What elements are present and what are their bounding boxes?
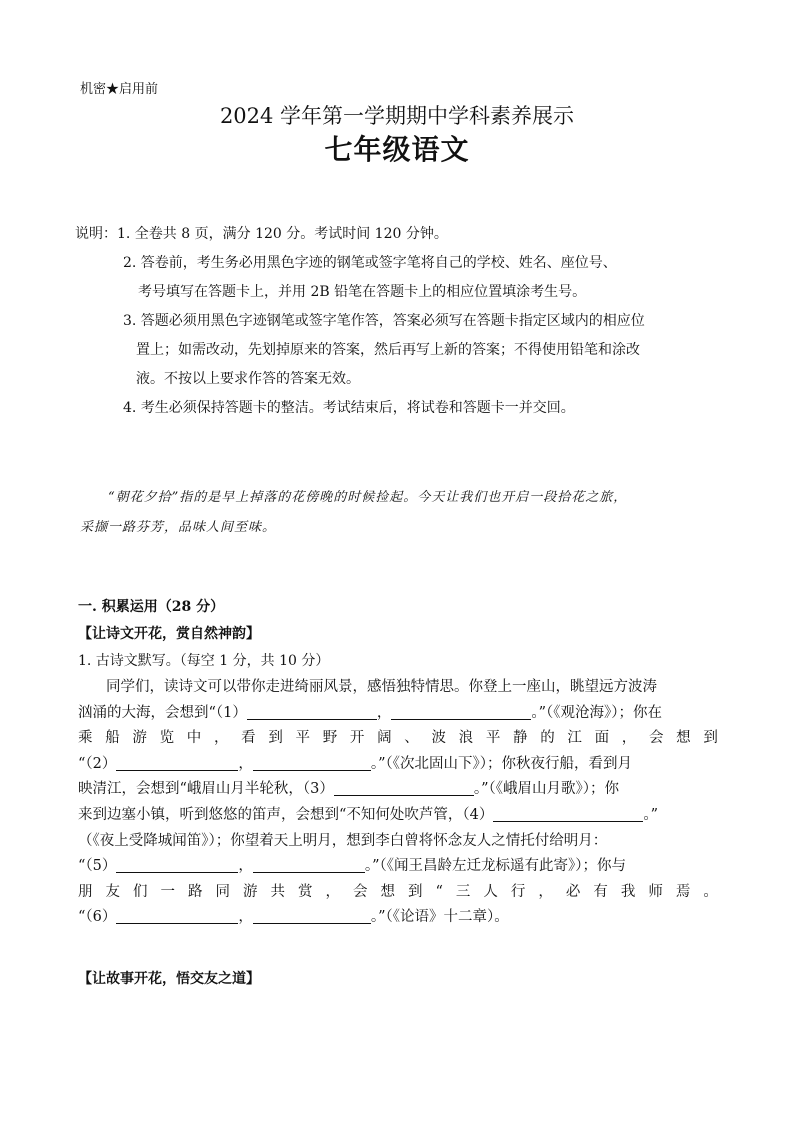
passage-text: 。”（《论语》十二章）。 — [370, 909, 509, 926]
answer-blank[interactable] — [116, 754, 238, 771]
passage-char: 赏 — [298, 883, 313, 900]
passage-char: 必 — [565, 883, 581, 900]
passage-text: 映清江，会想到“峨眉山月半轮秋，（3） — [78, 781, 334, 798]
passage-text: “（6） — [78, 909, 117, 926]
passage-char: 中 — [186, 730, 202, 747]
passage-text: ， — [238, 858, 253, 875]
passage-char: 友 — [105, 883, 120, 900]
answer-blank[interactable] — [253, 754, 371, 771]
passage-char: 江 — [567, 730, 582, 747]
answer-blank[interactable] — [493, 805, 643, 822]
passage-char: 到 — [703, 730, 718, 747]
instructions — [75, 220, 735, 423]
passage-char: 三 — [455, 883, 471, 900]
exam-subject-title: 七年级语文 — [324, 133, 470, 166]
confidential-mark: 机密★启用前 — [80, 82, 159, 97]
instruction-line: 说明：1. 全卷共 8 页，满分 120 分。考试时间 120 分钟。 — [75, 226, 448, 242]
passage-char: 到 — [408, 883, 423, 900]
instruction-line: 3. 答题必须用黑色字迹钢笔或签字笔作答，答案必须写在答题卡指定区域内的相应位 — [123, 313, 645, 329]
passage-char: 想 — [676, 730, 691, 747]
passage-char: 路 — [188, 883, 203, 900]
passage-char: ， — [538, 883, 553, 900]
subsection-heading: 【让诗文开花，赏自然神韵】 — [78, 626, 260, 642]
passage-char: 浪 — [458, 730, 474, 747]
passage-text: “（5） — [78, 858, 117, 875]
passage-char: 、 — [404, 730, 419, 747]
passage-char: 看 — [241, 730, 256, 747]
passage-text: 。” — [643, 806, 659, 823]
passage-char: 有 — [593, 883, 608, 900]
subsection-heading: 【让故事开花，悟交友之道】 — [78, 971, 260, 987]
passage-text: ， — [238, 909, 253, 926]
passage-char: 波 — [431, 730, 446, 747]
passage-char: 会 — [648, 730, 664, 747]
answer-blank[interactable] — [116, 856, 238, 873]
intro-line: 采撷一路芬芳，品味人间至味。 — [80, 520, 277, 535]
passage-text: 。”（《峨眉山月歌》）；你 — [473, 781, 620, 798]
intro-paragraph — [80, 483, 720, 543]
answer-blank[interactable] — [247, 703, 377, 720]
passage-line: 同学们，读诗文可以带你走进绮丽风景，感悟独特情思。你登上一座山，眺望远方波涛 — [106, 679, 657, 695]
passage-text: 汹涌的大海，会想到“（1） — [78, 704, 247, 721]
passage-char: 游 — [243, 883, 258, 900]
passage-text: 。”（《观沧海》）；你在 — [531, 704, 663, 721]
passage-char: 师 — [648, 883, 663, 900]
passage-char: 焉 — [675, 883, 691, 900]
passage-line — [78, 803, 718, 829]
passage-char: 我 — [620, 883, 636, 900]
passage-char: 览 — [159, 730, 175, 747]
passage-char: 行 — [510, 883, 526, 900]
answer-blank[interactable] — [116, 907, 238, 924]
passage-char: 面 — [594, 730, 610, 747]
passage-text: 。”（《次北固山下》）；你秋夜行船，看到月 — [370, 755, 633, 772]
passage-char: 会 — [353, 883, 368, 900]
answer-blank[interactable] — [391, 703, 531, 720]
passage-line — [78, 752, 718, 778]
passage-line: （《夜上受降城闻笛》）；你望着天上明月，想到李白曾将怀念友人之情托付给明月： — [78, 832, 608, 849]
passage-char: ， — [621, 730, 637, 747]
passage-char: 平 — [485, 730, 501, 747]
passage-char: “ — [435, 883, 443, 900]
intro-line: “朝花夕拾”指的是早上掉落的花傍晚的时候捡起。今天让我们也开启一段拾花之旅， — [108, 490, 628, 505]
passage-line — [78, 701, 718, 727]
passage-char: 到 — [268, 730, 283, 747]
passage-char: 船 — [105, 730, 120, 747]
instruction-line: 4. 考生必须保持答题卡的整洁。考试结束后，将试卷和答题卡一并交回。 — [123, 400, 575, 416]
exam-title: 2024 学年第一学期期中学科素养展示 — [219, 104, 575, 128]
passage-char: 静 — [513, 730, 528, 747]
passage-char: 们 — [133, 883, 148, 900]
passage-char: 游 — [132, 730, 147, 747]
passage-char: 乘 — [78, 730, 93, 747]
passage-char: 平 — [295, 730, 310, 747]
passage-char: 一 — [160, 883, 175, 900]
passage-char: 的 — [540, 730, 555, 747]
passage-char: 同 — [215, 883, 230, 900]
answer-blank[interactable] — [334, 779, 474, 796]
passage-line — [78, 880, 718, 906]
passage-char: 朋 — [78, 883, 93, 900]
passage-text: 来到边塞小镇，听到悠悠的笛声，会想到“不知何处吹芦管，（4） — [78, 806, 494, 823]
passage-char: ， — [213, 730, 229, 747]
passage-text: “（2） — [78, 755, 117, 772]
recitation-passage — [78, 675, 718, 931]
passage-char: 阔 — [377, 730, 392, 747]
passage-char: 野 — [322, 730, 338, 747]
passage-line — [78, 777, 718, 803]
passage-line — [78, 905, 718, 931]
passage-line — [78, 854, 718, 880]
passage-char: 人 — [483, 883, 498, 900]
instruction-line: 液。不按以上要求作答的答案无效。 — [136, 371, 360, 387]
passage-text: ， — [238, 755, 253, 772]
instruction-line: 2. 答卷前，考生务必用黑色字迹的钢笔或签字笔将自己的学校、姓名、座位号、 — [123, 255, 617, 271]
instruction-line: 考号填写在答题卡上，并用 2B 铅笔在答题卡上的相应位置填涂考生号。 — [138, 284, 587, 300]
answer-blank[interactable] — [253, 856, 365, 873]
question-prompt: 1. 古诗文默写。（每空 1 分，共 10 分） — [78, 653, 330, 669]
passage-text: ， — [376, 704, 392, 721]
instruction-line: 置上；如需改动，先划掉原来的答案，然后再写上新的答案；不得使用铅笔和涂改 — [136, 342, 640, 358]
passage-line — [78, 726, 718, 752]
section-heading: 一. 积累运用（28 分） — [78, 599, 225, 615]
passage-char: 共 — [270, 883, 285, 900]
passage-char: 想 — [380, 883, 395, 900]
passage-char: ， — [325, 883, 340, 900]
passage-text: 。”（《闻王昌龄左迁龙标遥有此寄》）；你与 — [364, 858, 627, 875]
passage-char: 。 — [703, 883, 718, 900]
answer-blank[interactable] — [253, 907, 371, 924]
passage-char: 开 — [349, 730, 365, 747]
